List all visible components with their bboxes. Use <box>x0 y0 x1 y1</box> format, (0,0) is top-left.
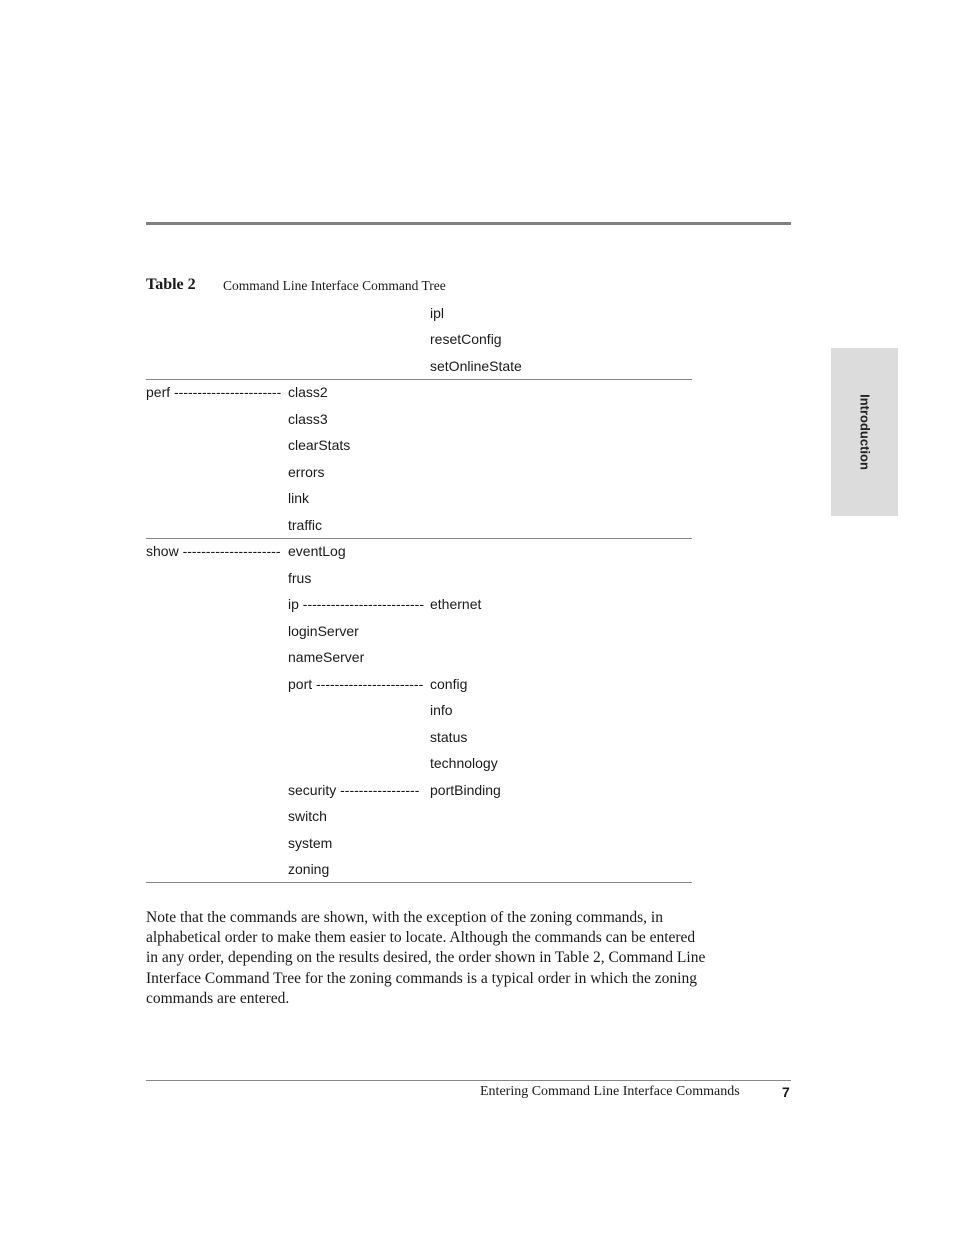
tree-cell: errors <box>288 464 325 480</box>
table-caption <box>146 276 446 294</box>
tree-cell: technology <box>430 755 498 771</box>
paragraph-line: commands are entered. <box>146 989 290 1007</box>
tree-cell: system <box>288 835 333 851</box>
tree-cell: traffic <box>288 517 322 533</box>
paragraph-line: in any order, depending on the results desired, the order shown in Table 2, Command Line <box>146 949 706 967</box>
section-tab-label: Introduction <box>857 394 873 470</box>
page-number: 7 <box>782 1084 790 1100</box>
section-tab <box>831 348 898 516</box>
row-divider <box>146 379 692 380</box>
tree-cell: security ----------------- <box>288 782 420 798</box>
row-divider <box>146 538 692 539</box>
tree-cell: nameServer <box>288 649 365 665</box>
tree-cell: info <box>430 702 453 718</box>
tree-cell: zoning <box>288 861 330 877</box>
table-title: Command Line Interface Command Tree <box>223 278 446 293</box>
table-bottom-rule <box>146 882 692 883</box>
body-paragraph <box>146 908 771 1009</box>
tree-cell: resetConfig <box>430 331 502 347</box>
tree-cell: setOnlineState <box>430 358 522 374</box>
tree-cell: status <box>430 729 468 745</box>
tree-cell: class2 <box>288 384 328 400</box>
tree-cell: clearStats <box>288 437 351 453</box>
tree-cell: link <box>288 490 310 506</box>
tree-cell: class3 <box>288 411 328 427</box>
tree-cell: portBinding <box>430 782 501 798</box>
tree-cell: eventLog <box>288 543 346 559</box>
top-rule <box>146 222 791 225</box>
tree-cell: switch <box>288 808 327 824</box>
tree-cell: show --------------------- <box>146 543 281 559</box>
footer-rule <box>146 1080 791 1081</box>
paragraph-line: Note that the commands are shown, with the exception of the zoning commands, in <box>146 909 663 926</box>
paragraph-line: alphabetical order to make them easier to locate. Although the commands can be entered <box>146 929 696 947</box>
table-number: Table 2 <box>146 276 196 293</box>
tree-cell: ipl <box>430 305 445 321</box>
tree-cell: perf ----------------------- <box>146 384 282 400</box>
footer-title: Entering Command Line Interface Commands <box>480 1084 740 1099</box>
tree-cell: ethernet <box>430 596 482 612</box>
tree-cell: loginServer <box>288 623 359 639</box>
tree-cell: config <box>430 676 468 692</box>
tree-cell: ip -------------------------- <box>288 596 425 612</box>
tree-cell: frus <box>288 570 312 586</box>
paragraph-line: Interface Command Tree for the zoning commands is a typical order in which the zoning <box>146 969 697 987</box>
tree-cell: port ----------------------- <box>288 676 424 692</box>
